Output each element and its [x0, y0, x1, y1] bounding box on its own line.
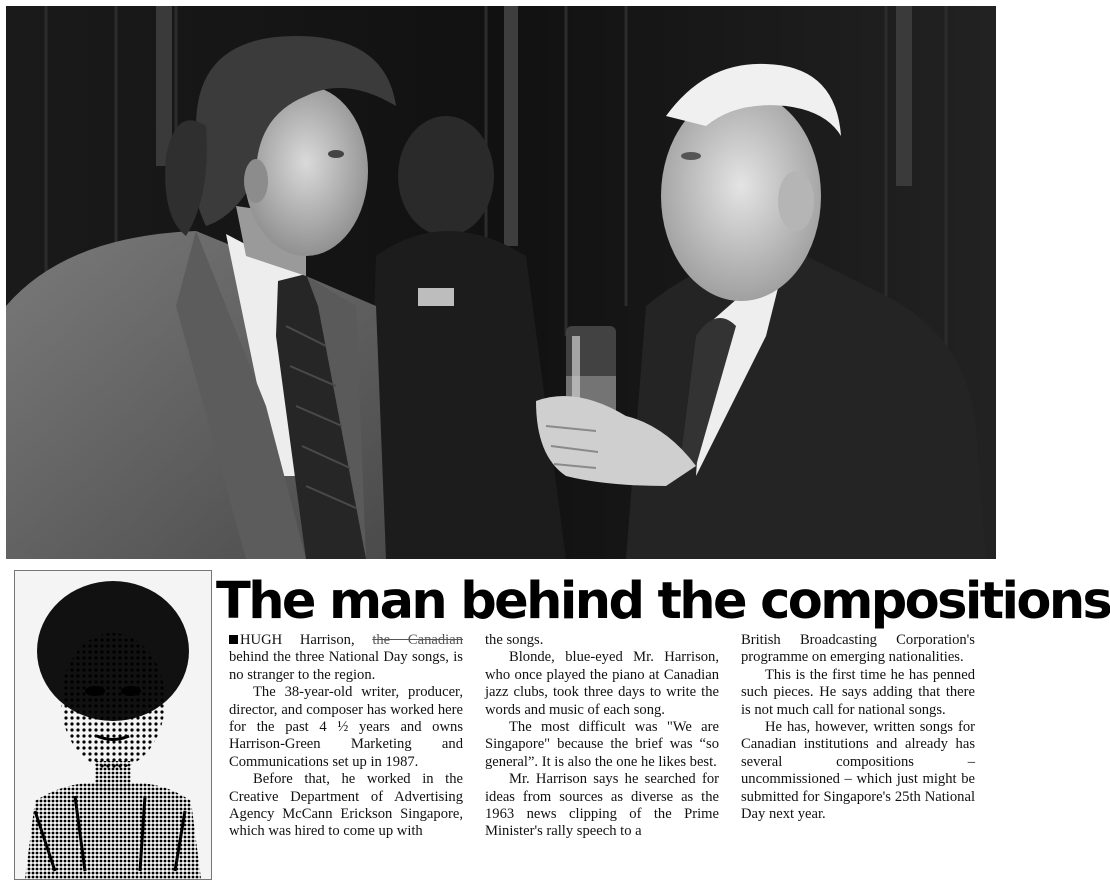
headline: The man behind the compositions [216, 572, 1110, 631]
article-body [229, 632, 975, 884]
bullet-icon [229, 635, 238, 644]
portrait-photo [14, 570, 212, 880]
paragraph: The 38-year-old writer, producer, director, and composer has worked here for the past 4 ½ years and owns Harrison-Green Marketing and Communications set up in 1987. [229, 684, 463, 770]
column-2 [485, 632, 719, 884]
lead-name: HUGH Harrison, [240, 632, 355, 648]
paragraph: This is the first time he has penned such pieces. He says adding that there is not much call for national songs. [741, 666, 975, 718]
paragraph-text: behind the three National Day songs, is no stranger to the region. [229, 649, 463, 683]
column-1 [229, 632, 463, 884]
paragraph: He has, however, written songs for Canadian institutions and already has several compositions – uncommissioned – which just might be submitted for Singapore's 25th National Day next year. [741, 719, 975, 823]
paragraph: the songs. [485, 632, 544, 648]
paragraph [229, 632, 463, 684]
paragraph: Blonde, blue-eyed Mr. Harrison, who once played the piano at Canadian jazz clubs, took three days to write the words and music of each song. [485, 649, 719, 718]
column-3 [741, 632, 975, 884]
paragraph: Before that, he worked in the Creative Department of Advertising Agency McCann Erickson Singapore, which was hired to come up with [229, 771, 463, 840]
paragraph: Mr. Harrison says he searched for ideas from sources as diverse as the 1963 news clipping of the Prime Minister's rally speech to a [485, 771, 719, 840]
main-photo [6, 6, 996, 559]
lead-struck-text: the Canadian [372, 632, 463, 648]
paragraph: The most difficult was "We are Singapore" because the brief was “so general”. It is also the one he likes best. [485, 719, 719, 770]
paragraph: British Broadcasting Corporation's programme on emerging nationalities. [741, 632, 975, 666]
